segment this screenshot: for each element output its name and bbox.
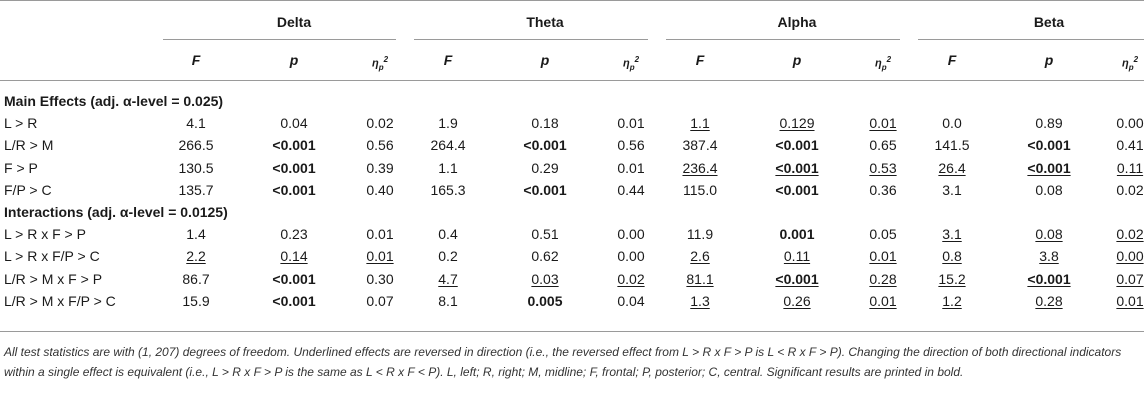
table-cell: 0.08 (1035, 181, 1063, 198)
group-underline (666, 39, 900, 40)
stat-header-p: p (289, 52, 299, 68)
table-cell: 3.1 (942, 181, 962, 198)
table-cell: 0.08 (1035, 226, 1063, 243)
eta-subscript: p (881, 62, 887, 72)
stat-header-p: p (792, 52, 802, 68)
eta-superscript: 2 (383, 55, 389, 64)
table-cell: 0.02 (366, 115, 394, 132)
table-cell: 0.03 (531, 270, 559, 287)
table-cell: 0.01 (869, 292, 897, 309)
table-cell: 1.4 (186, 226, 206, 243)
eta-symbol: η (874, 57, 882, 70)
table-cell: 0.8 (942, 248, 962, 265)
table-cell: 8.1 (438, 292, 458, 309)
column-group-theta: Theta (526, 14, 564, 30)
table-cell: 0.01 (869, 115, 897, 132)
table-cell: <0.001 (272, 292, 316, 309)
table-cell: 0.00 (617, 226, 645, 243)
table-cell: <0.001 (272, 270, 316, 287)
bottom-rule (0, 331, 1144, 332)
table-cell: 0.28 (1035, 292, 1063, 309)
table-cell: 0.01 (617, 159, 645, 176)
table-cell: 26.4 (938, 159, 966, 176)
table-cell: 0.39 (366, 159, 394, 176)
table-cell: 0.44 (617, 181, 645, 198)
table-cell: <0.001 (1027, 137, 1071, 154)
stat-header-f: F (191, 52, 201, 68)
section-title: Main Effects (adj. α-level = 0.025) (4, 93, 224, 109)
table-cell: <0.001 (272, 159, 316, 176)
table-cell: 0.53 (869, 159, 897, 176)
table-cell: 0.14 (280, 248, 308, 265)
table-cell: 0.05 (869, 226, 897, 243)
table-cell: 0.00 (1116, 115, 1144, 132)
table-cell: 0.02 (1116, 226, 1144, 243)
table-cell: 0.02 (617, 270, 645, 287)
eta-subscript: p (1128, 62, 1134, 72)
table-cell: 1.9 (438, 115, 458, 132)
table-cell: 0.01 (1116, 292, 1144, 309)
group-underline (414, 39, 648, 40)
eta-symbol: η (622, 57, 630, 70)
table-cell: 0.18 (531, 115, 559, 132)
eta-symbol: η (371, 57, 379, 70)
stat-header-p: p (1044, 52, 1054, 68)
table-cell: <0.001 (272, 181, 316, 198)
table-cell: 2.2 (186, 248, 206, 265)
top-rule (0, 0, 1144, 1)
group-underline (163, 39, 396, 40)
table-cell: 0.41 (1116, 137, 1144, 154)
table-cell: 1.1 (690, 115, 710, 132)
table-cell: 81.1 (686, 270, 714, 287)
row-label: F > P (4, 159, 38, 176)
table-cell: 0.01 (869, 248, 897, 265)
row-label: L > R (4, 115, 38, 132)
table-cell: 0.89 (1035, 115, 1063, 132)
table-cell: 236.4 (682, 159, 718, 176)
eta-subscript: p (629, 62, 635, 72)
column-group-beta: Beta (1033, 14, 1065, 30)
table-cell: 86.7 (182, 270, 210, 287)
table-cell: 264.4 (430, 137, 466, 154)
table-cell: 3.1 (942, 226, 962, 243)
table-cell: 0.56 (617, 137, 645, 154)
table-cell: 0.2 (438, 248, 458, 265)
table-cell: 4.1 (186, 115, 206, 132)
row-label: L > R x F/P > C (4, 248, 100, 265)
table-cell: 0.001 (779, 226, 815, 243)
table-cell: 165.3 (430, 181, 466, 198)
row-label: L > R x F > P (4, 226, 86, 243)
table-cell: 266.5 (178, 137, 214, 154)
group-underline (918, 39, 1144, 40)
table-cell: 0.36 (869, 181, 897, 198)
table-cell: 0.56 (366, 137, 394, 154)
stat-header-eta (853, 51, 913, 77)
table-cell: <0.001 (523, 137, 567, 154)
table-cell: <0.001 (523, 181, 567, 198)
table-cell: 130.5 (178, 159, 214, 176)
stat-header-f: F (695, 52, 705, 68)
row-label: F/P > C (4, 181, 52, 198)
column-group-alpha: Alpha (777, 14, 817, 30)
table-cell: <0.001 (775, 159, 819, 176)
eta-symbol: η (1121, 57, 1129, 70)
row-label: L/R > M (4, 137, 54, 154)
table-cell: 135.7 (178, 181, 214, 198)
stat-header-f: F (443, 52, 453, 68)
table-cell: 2.6 (690, 248, 710, 265)
table-cell: 0.30 (366, 270, 394, 287)
table-cell: 0.11 (1116, 159, 1144, 176)
table-cell: 0.04 (617, 292, 645, 309)
table-cell: 387.4 (682, 137, 718, 154)
stat-header-eta (1100, 51, 1144, 77)
table-cell: 0.005 (527, 292, 563, 309)
section-title: Interactions (adj. α-level = 0.0125) (4, 204, 228, 220)
table-cell: 4.7 (438, 270, 458, 287)
table-cell: 1.1 (438, 159, 458, 176)
table-cell: 0.28 (869, 270, 897, 287)
table-cell: <0.001 (775, 181, 819, 198)
table-footnote: All test statistics are with (1, 207) degrees of freedom. Underlined effects are reversed in direction (i.e., the reversed effect from L > R x F > P is L < R x F > P). Changing the direction of both directional indicators within a single effect is equivalent (i.e., L > R x F > P is the same as L < R x F < P). L, left; R, right; M, midline; F, frontal; P, posterior; C, central. Significant results are printed in bold. (4, 345, 1122, 379)
stat-header-p: p (540, 52, 550, 68)
table-cell: 11.9 (686, 226, 714, 243)
table-cell: 15.2 (938, 270, 966, 287)
eta-subscript: p (378, 62, 384, 72)
table-cell: <0.001 (1027, 270, 1071, 287)
table-cell: 0.07 (366, 292, 394, 309)
table-cell: 0.07 (1116, 270, 1144, 287)
stat-header-f: F (947, 52, 957, 68)
table-cell: 0.00 (617, 248, 645, 265)
header-rule (0, 80, 1144, 81)
table-cell: 0.00 (1116, 248, 1144, 265)
column-group-delta: Delta (276, 14, 312, 30)
table-cell: 141.5 (934, 137, 970, 154)
table-cell: <0.001 (272, 137, 316, 154)
table-cell: 3.8 (1039, 248, 1059, 265)
stat-header-eta (350, 51, 410, 77)
table-cell: 0.129 (779, 115, 815, 132)
row-label: L/R > M x F/P > C (4, 292, 116, 309)
table-cell: 15.9 (182, 292, 210, 309)
row-label: L/R > M x F > P (4, 270, 103, 287)
table-cell: 0.11 (783, 248, 811, 265)
eta-superscript: 2 (1133, 55, 1139, 64)
table-cell: 0.23 (280, 226, 308, 243)
table-cell: 0.4 (438, 226, 458, 243)
table-cell: 0.26 (783, 292, 811, 309)
table-cell: <0.001 (1027, 159, 1071, 176)
table-cell: 0.40 (366, 181, 394, 198)
table-cell: <0.001 (775, 270, 819, 287)
eta-superscript: 2 (634, 55, 640, 64)
eta-superscript: 2 (886, 55, 892, 64)
table-cell: 0.62 (531, 248, 559, 265)
table-cell: 115.0 (683, 181, 717, 198)
table-cell: 0.0 (942, 115, 962, 132)
table-cell: 0.04 (280, 115, 308, 132)
table-cell: 1.3 (690, 292, 710, 309)
table-cell: 0.51 (531, 226, 559, 243)
table-cell: 0.01 (617, 115, 645, 132)
table-cell: 0.65 (869, 137, 897, 154)
table-cell: 0.01 (366, 248, 394, 265)
table-cell: <0.001 (775, 137, 819, 154)
table-cell: 1.2 (942, 292, 962, 309)
table-cell: 0.01 (366, 226, 394, 243)
table-cell: 0.29 (531, 159, 559, 176)
stat-header-eta (601, 51, 661, 77)
table-cell: 0.02 (1116, 181, 1144, 198)
